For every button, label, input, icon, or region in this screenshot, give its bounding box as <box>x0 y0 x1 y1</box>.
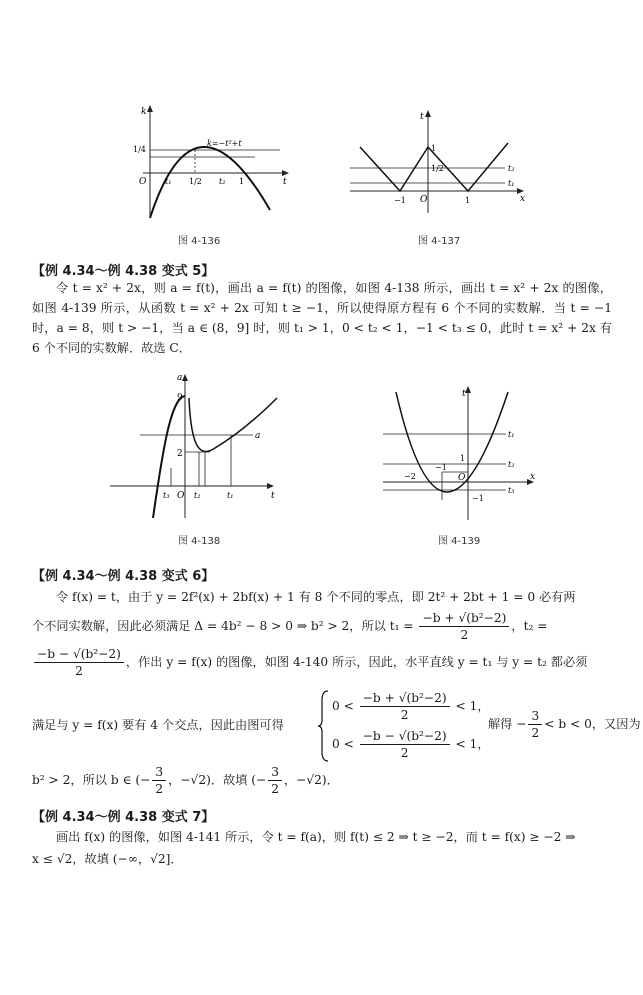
t-axis-label: t <box>271 491 275 501</box>
variant-6-heading: 【例 4.34～例 4.38 变式 6】 <box>32 569 215 584</box>
neg-one-label: −1 <box>394 196 406 205</box>
neg-two-label: −2 <box>404 472 416 481</box>
t1-fraction: $\frac{\text{−b + √(b²−2)}}{2}$ <box>419 610 509 643</box>
system-row-1: 0 < $\frac{\text{−b + √(b²−2)}}{2}$ < 1， <box>332 691 490 722</box>
a-axis-label: a <box>177 373 183 383</box>
figure-4-136-caption: 图 4-136 <box>178 236 221 247</box>
figure-4-138-caption: 图 4-138 <box>178 536 221 547</box>
t-axis-label: t <box>283 177 287 187</box>
t2-label: t₂ <box>219 177 226 186</box>
variant-6-line-2b: ，t₂ = <box>511 619 548 633</box>
neg-one-y-label: −1 <box>472 494 484 503</box>
figure-4-137-caption: 图 4-137 <box>418 236 461 247</box>
figure-4-138 <box>105 368 295 523</box>
figure-4-136 <box>105 100 305 220</box>
two-label: 2 <box>177 449 183 459</box>
system-brace <box>318 690 330 766</box>
origin-label: O <box>139 177 147 187</box>
variant-6-line-4b: 解得 − $\frac{3}{2}$ < b < 0，又因为 <box>488 709 641 740</box>
t1-label: t₁ <box>227 491 234 500</box>
t3-label: t₃ <box>508 486 515 495</box>
one-top-label: 1 <box>431 144 437 153</box>
t-axis-label: t <box>420 112 424 122</box>
figure-4-139-caption: 图 4-139 <box>438 536 481 547</box>
t-axis-label: t <box>462 389 466 399</box>
system-row-2: 0 < $\frac{\text{−b − √(b²−2)}}{2}$ < 1， <box>332 729 490 760</box>
variant-6-line-5: b² > 2，所以 b ∈ (− $\frac{3}{2}$ ，−√2)．故填 (− $\frac{3}{2}$ ，−√2)． <box>32 765 339 796</box>
variant-6-line-3 <box>32 646 587 679</box>
variant-6-line-1: 令 f(x) = t，由于 y = 2f²(x) + 2bf(x) + 1 有 8 个不同的零点，即 2t² + 2bt + 1 = 0 必有两 <box>56 590 576 604</box>
t2-label: t₂ <box>194 491 201 500</box>
t1-label: t₁ <box>508 430 515 439</box>
t1-label: t₁ <box>165 177 172 186</box>
variant-7-line-2: x ≤ √2，故填 (−∞，√2]． <box>32 852 183 866</box>
nine-label: 9 <box>177 393 183 403</box>
a-line-label: a <box>255 431 261 441</box>
origin-label: O <box>420 195 428 205</box>
t2-label: t₂ <box>508 164 515 173</box>
x-axis-label: x <box>530 472 536 482</box>
variant-7-line-1: 画出 f(x) 的图像，如图 4-141 所示，令 t = f(a)，则 f(t) ≤ 2 ⇒ t ≥ −2，而 t = f(x) ≥ −2 ⇒ <box>56 830 576 844</box>
t1-label: t₁ <box>508 179 515 188</box>
variant-5-heading: 【例 4.34～例 4.38 变式 5】 <box>32 264 215 279</box>
figure-4-139 <box>378 382 548 522</box>
neg-one-x-label: −1 <box>435 463 447 472</box>
variant-6-line-3-text: ，作出 y = f(x) 的图像，如图 4-140 所示，因此，水平直线 y = t₁ 与 y = t₂ 都必须 <box>125 655 588 669</box>
pos-one-label: 1 <box>465 196 471 205</box>
variant-5-body: 令 t = x² + 2x，则 a = f(t)，画出 a = f(t) 的图像，如图 4-138 所示，画出 t = x² + 2x 的图像，如图 4-139 所示，从函数 t = x² + 2x 可知 t ≥ −1，所以使得原方程有 6 个不同的实数解．当 t = −1 时，a = 8，则 t > −1，当 a ∈ (8，9] 时，则 t₁ > 1，0 < t₂ < 1，−1 < t₃ ≤ 0，此时 t = x² + 2x 有 6 个不同的实数解．故选 C． <box>32 281 612 355</box>
one-label: 1 <box>460 454 466 463</box>
variant-6-line-4a: 满足与 y = f(x) 要有 4 个交点，因此由图可得 <box>32 718 284 732</box>
variant-6-line-2 <box>32 610 547 643</box>
half-label: 1/2 <box>431 164 444 173</box>
one-label: 1 <box>239 177 245 186</box>
half-label: 1/2 <box>189 177 202 186</box>
t2-label: t₂ <box>508 460 515 469</box>
origin-label: O <box>458 473 466 483</box>
k-axis-label: k <box>141 107 147 117</box>
curve-label: k=−t²+t <box>207 139 242 148</box>
t3-label: t₃ <box>163 491 170 500</box>
x-axis-label: x <box>520 194 526 204</box>
right-curve <box>189 398 277 451</box>
quarter-label: 1/4 <box>133 145 146 154</box>
figure-4-137 <box>340 105 540 215</box>
t2-fraction: $\frac{\text{−b − √(b²−2)}}{2}$ <box>34 646 124 679</box>
variant-6-line-2a: 个不同实数解，因此必须满足 Δ = 4b² − 8 > 0 ⇒ b² > 2，所以 t₁ = <box>32 619 414 633</box>
origin-label: O <box>177 491 185 501</box>
variant-7-heading: 【例 4.34～例 4.38 变式 7】 <box>32 810 215 825</box>
